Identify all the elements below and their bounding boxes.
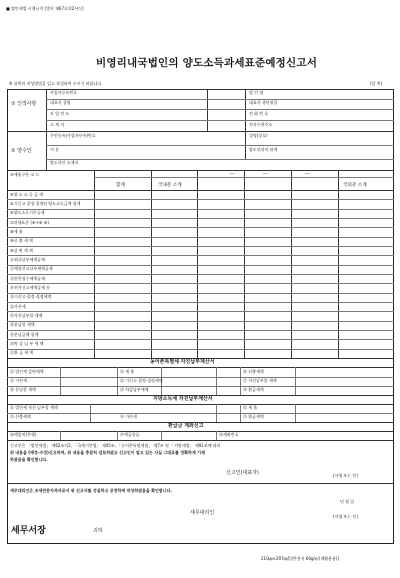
calc-input-cell[interactable] — [95, 312, 150, 319]
calc-input-cell[interactable] — [292, 350, 337, 357]
col-blank-3: ― — [305, 172, 310, 177]
declaration-line-1: 신고인은 「법인세법」 제62조의2, 「국세기본법」 제45조, 「농어촌특별세법」 제7조 및 「지방세법」 제91조에 따라 — [10, 443, 221, 448]
calc-input-cell[interactable] — [95, 266, 150, 273]
calc-input-cell[interactable] — [245, 322, 290, 329]
col-domestic-subtotal: 국내분 소계 — [158, 183, 182, 188]
calc-input-cell[interactable] — [95, 275, 150, 282]
calc-input-cell[interactable] — [245, 228, 290, 235]
calc-input-cell[interactable] — [292, 238, 337, 245]
calc-input-cell[interactable] — [245, 266, 290, 273]
tax-agent-date: 년 월 일 — [340, 499, 355, 504]
calc-input-cell[interactable] — [339, 303, 393, 310]
representative-label: 대표자 성명 — [50, 100, 71, 105]
asset-location-label: 양도자산 소재지 — [50, 160, 79, 165]
calc-input-cell[interactable] — [339, 350, 393, 357]
rural-tax-prior-label: ㉖ 기신고·결정·경정세액 — [120, 378, 163, 383]
calc-input-cell[interactable] — [245, 210, 290, 217]
calc-row-label: ⑭전자신고세액공제 등 — [10, 285, 51, 290]
calc-row-label: ⑱분납할 세액 — [10, 322, 35, 328]
rural-tax-refund-label: ㉚ 환급세액 — [243, 387, 264, 392]
calc-input-cell[interactable] — [339, 200, 393, 207]
calc-input-cell[interactable] — [339, 331, 393, 338]
calc-input-cell[interactable] — [292, 266, 337, 273]
corp-name-label: 법 인 명 — [249, 90, 264, 95]
calc-input-cell[interactable] — [152, 331, 196, 338]
calc-input-cell[interactable] — [339, 256, 393, 263]
calc-input-cell[interactable] — [198, 200, 243, 207]
calc-input-cell[interactable] — [152, 350, 196, 357]
calc-input-cell[interactable] — [339, 191, 393, 198]
col-blank-1: ― — [230, 172, 235, 177]
calc-input-cell[interactable] — [152, 228, 196, 235]
calc-input-cell[interactable] — [292, 331, 337, 338]
calc-input-cell[interactable] — [152, 219, 196, 226]
calc-input-cell[interactable] — [245, 238, 290, 245]
tax-agent-statement: 세무대리인은 조세전문자격자로서 위 신고서를 성실하고 공정하게 작성하였음을 확인합니다. — [10, 488, 172, 493]
calc-input-cell[interactable] — [245, 294, 290, 301]
calc-input-cell[interactable] — [292, 210, 337, 217]
filer-sign-hint: (서명 또는 인) — [333, 473, 358, 478]
calc-input-cell[interactable] — [339, 284, 393, 291]
calc-input-cell[interactable] — [245, 284, 290, 291]
calc-input-cell[interactable] — [95, 322, 150, 329]
calc-input-cell[interactable] — [198, 284, 243, 291]
calc-input-cell[interactable] — [292, 303, 337, 310]
calc-input-cell[interactable] — [198, 331, 243, 338]
declaration-line-3: 하였음을 확인합니다. — [10, 457, 48, 462]
calc-input-cell[interactable] — [339, 322, 393, 329]
calc-input-cell[interactable] — [339, 312, 393, 319]
transferee-id-label: 주민등록(사업자등록)번호 — [50, 133, 96, 138]
rural-tax-rate-label: ㉓ 세 율 — [120, 369, 135, 374]
calc-input-cell[interactable] — [245, 256, 290, 263]
calc-input-cell[interactable] — [152, 238, 196, 245]
calc-input-cell[interactable] — [95, 210, 150, 217]
calc-input-cell[interactable] — [152, 340, 196, 347]
calc-input-cell[interactable] — [339, 210, 393, 217]
refund-account-heading: 환급금 계좌신고 — [168, 423, 204, 429]
calc-input-cell[interactable] — [292, 256, 337, 263]
calc-input-cell[interactable] — [95, 284, 150, 291]
calc-row-label: ⑧세 율 — [10, 229, 23, 234]
calc-input-cell[interactable] — [292, 312, 337, 319]
calc-input-cell[interactable] — [198, 219, 243, 226]
calc-input-cell[interactable] — [339, 266, 393, 273]
calc-row-label: ⑨산 출 세 액 — [10, 238, 33, 244]
calc-input-cell[interactable] — [245, 191, 290, 198]
col-total: 합계 — [116, 183, 125, 188]
rural-tax-calc-label: ㉔ 산출세액 — [243, 369, 264, 374]
calc-input-cell[interactable] — [245, 200, 290, 207]
calc-input-cell[interactable] — [292, 219, 337, 226]
col-blank-2: ― — [263, 172, 268, 177]
transferee-name-label: 성명(상호) — [249, 133, 268, 138]
calc-row-label: ⑤기신고·결정·경정된 양도소득금액 합계 — [10, 201, 81, 206]
local-tax-rate-label: ㉜ 세 율 — [243, 405, 258, 410]
local-tax-base-label: ㉛ 법인세 자진 납부할 세액 — [10, 405, 58, 410]
calc-input-cell[interactable] — [198, 350, 243, 357]
calc-input-cell[interactable] — [152, 312, 196, 319]
calc-input-cell[interactable] — [152, 294, 196, 301]
phone-label: 전 화 번 호 — [249, 111, 269, 116]
calc-row-label: ⑳차 감 납 부 세 액 — [10, 341, 44, 346]
calc-input-cell[interactable] — [245, 340, 290, 347]
calc-input-cell[interactable] — [198, 303, 243, 310]
calc-input-cell[interactable] — [339, 294, 393, 301]
calc-input-cell[interactable] — [198, 238, 243, 245]
calc-row-label: ⑮기신고·결정·경정세액 — [10, 294, 52, 300]
calc-input-cell[interactable] — [152, 303, 196, 310]
paper-spec-footer: 210㎜×297㎜[일반용지 60g/㎡(재활용품)] — [261, 556, 340, 561]
calc-row-label: ④양 도 소 득 금 액 — [10, 191, 44, 197]
calc-input-cell[interactable] — [198, 266, 243, 273]
calc-input-cell[interactable] — [292, 294, 337, 301]
filer-signature-label: 신고인(대표자) — [226, 470, 259, 476]
recipient-suffix: 귀하 — [93, 528, 103, 534]
rural-tax-exempt-label: ㉒ 법인세 감면세액 — [10, 369, 44, 374]
calc-input-cell[interactable] — [95, 331, 150, 338]
transferee-share-label: 지 분 — [50, 147, 59, 152]
business-year-label: 사 업 연 도 — [50, 111, 70, 116]
calc-input-cell[interactable] — [152, 200, 196, 207]
calc-input-cell[interactable] — [245, 247, 290, 254]
calc-input-cell[interactable] — [152, 210, 196, 217]
calc-input-cell[interactable] — [198, 247, 243, 254]
local-tax-penalty-label: ㉞ 가산세 — [120, 414, 137, 419]
rural-tax-installment-label: ㉘ 분납할 세액 — [10, 387, 36, 392]
local-tax-heading: 지방소득세 자진납부계산서 — [153, 396, 213, 402]
transferee-section-label: ② 양수인 — [11, 148, 32, 154]
calc-input-cell[interactable] — [152, 284, 196, 291]
refund-bank-label: ㊱예입처(은행) — [10, 432, 37, 437]
calc-row-label: ⑲분납금액 합계 — [10, 331, 39, 337]
calc-input-cell[interactable] — [198, 340, 243, 347]
calc-row-label: ⑰자진납부할 세액 — [10, 313, 43, 318]
calc-input-cell[interactable] — [198, 256, 243, 263]
calc-input-cell[interactable] — [292, 284, 337, 291]
calc-input-cell[interactable] — [152, 266, 196, 273]
calc-row-label: ⑯가산세 — [10, 303, 26, 309]
col-foreign-subtotal: 국외분 소계 — [343, 183, 367, 188]
calc-row-label: ⑩감 면 세 액 — [10, 247, 33, 253]
calc-row-label: ⑫예정신고납부세액공제 — [10, 266, 53, 272]
calc-input-cell[interactable] — [152, 322, 196, 329]
local-tax-refund-label: ㉟ 환급세액 — [243, 414, 264, 419]
calc-input-cell[interactable] — [95, 219, 150, 226]
calc-input-cell[interactable] — [245, 303, 290, 310]
calc-input-cell[interactable] — [339, 340, 393, 347]
refund-deposit-type-label: ㊲예금종류 — [120, 432, 140, 437]
filer-section-label: ① 인적사항 — [11, 101, 37, 107]
calc-input-cell[interactable] — [152, 256, 196, 263]
rural-tax-heading: 농어촌특별세 자진납부계산서 — [150, 359, 215, 365]
calc-input-cell[interactable] — [95, 340, 150, 347]
declaration-line-2: 위 내용을 (예정·수정)신고하며, 위 내용을 충분히 검토하였고 신고인이 알고 있는 사실 그대로를 정확하게 기재 — [10, 450, 205, 455]
calc-input-cell[interactable] — [95, 256, 150, 263]
calc-input-cell[interactable] — [292, 247, 337, 254]
calc-row-label: ⑪외국납부세액공제 — [10, 257, 45, 262]
calc-input-cell[interactable] — [292, 191, 337, 198]
calc-row-label: ㉑환 급 세 액 — [10, 350, 34, 356]
calc-input-cell[interactable] — [292, 340, 337, 347]
calc-row-label: ⑥양도소득기본공제 — [10, 210, 45, 216]
rural-tax-penalty-label: ㉕ 가산세 — [10, 378, 27, 383]
calc-input-cell[interactable] — [198, 191, 243, 198]
calc-row-label: ⑬원천징수세액공제 — [10, 275, 45, 281]
calc-input-cell[interactable] — [95, 350, 150, 357]
local-tax-calc-label: ㉝ 산출세액 — [10, 414, 31, 419]
rep-dob-label: 대표자 생년월일 — [249, 100, 278, 105]
calc-input-cell[interactable] — [95, 191, 150, 198]
calc-input-cell[interactable] — [95, 228, 150, 235]
calc-input-cell[interactable] — [339, 228, 393, 235]
calc-input-cell[interactable] — [152, 247, 196, 254]
transferee-relation-label: 양도인과의 관계 — [249, 147, 278, 152]
calc-input-cell[interactable] — [152, 275, 196, 282]
calc-input-cell[interactable] — [339, 275, 393, 282]
form-reference: ■ 법인세법 시행규칙 [별지 제67호의2서식] — [6, 6, 84, 11]
calc-input-cell[interactable] — [95, 294, 150, 301]
calc-input-cell[interactable] — [245, 219, 290, 226]
calc-input-cell[interactable] — [339, 219, 393, 226]
calc-input-cell[interactable] — [152, 191, 196, 198]
calc-input-cell[interactable] — [292, 322, 337, 329]
form-title: 비영리내국법인의 양도소득과세표준예정신고서 — [96, 57, 318, 69]
calc-input-cell[interactable] — [292, 200, 337, 207]
tax-office-label: 세무서장 — [11, 526, 46, 536]
tax-agent-label: 세무대리인 — [190, 510, 215, 516]
rate-code-header: ③세율구분 코 드 — [10, 172, 40, 177]
calc-row-label: ⑦과세표준 (④+⑤-⑥) — [10, 219, 49, 225]
calc-input-cell[interactable] — [198, 228, 243, 235]
calc-input-cell[interactable] — [245, 312, 290, 319]
calc-input-cell[interactable] — [198, 294, 243, 301]
rural-tax-self-pay-label: ㉗ 자진납부할 세액 — [243, 378, 277, 383]
address-label: 소 재 지 — [50, 122, 65, 127]
page-indicator: (앞 쪽) — [370, 81, 383, 86]
calc-input-cell[interactable] — [95, 200, 150, 207]
calc-input-cell[interactable] — [245, 350, 290, 357]
calc-input-cell[interactable] — [339, 247, 393, 254]
rural-tax-net-label: ㉙ 차감납부세액 — [120, 387, 149, 392]
email-label: 전자우편주소 — [249, 122, 273, 127]
refund-account-no-label: ㊳계좌번호 — [219, 432, 239, 437]
calc-input-cell[interactable] — [292, 228, 337, 235]
calc-input-cell[interactable] — [245, 275, 290, 282]
calc-input-cell[interactable] — [292, 275, 337, 282]
calc-input-cell[interactable] — [95, 238, 150, 245]
calc-input-cell[interactable] — [198, 322, 243, 329]
calc-input-cell[interactable] — [198, 275, 243, 282]
calc-input-cell[interactable] — [95, 303, 150, 310]
calc-input-cell[interactable] — [339, 238, 393, 245]
instruction-note: ※ 뒤쪽의 작성방법을 읽고 작성하여 주시기 바랍니다. — [9, 81, 103, 86]
calc-input-cell[interactable] — [245, 331, 290, 338]
calc-input-cell[interactable] — [198, 210, 243, 217]
biz-reg-no-label: 사업자등록번호 — [50, 90, 78, 95]
calc-input-cell[interactable] — [198, 312, 243, 319]
tax-agent-sign-hint: (서명 또는 인) — [333, 514, 358, 519]
calc-input-cell[interactable] — [95, 247, 150, 254]
